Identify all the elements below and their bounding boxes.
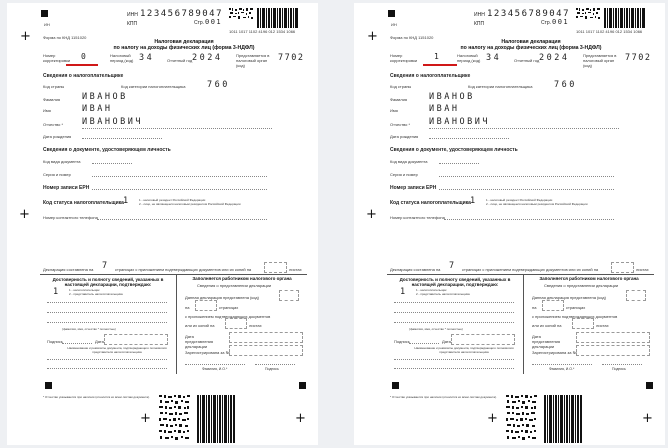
status-option-2: 2 - лицо, не являющееся налоговым резидентом Российской Федерации (139, 202, 241, 206)
pages-word: страницах (219, 305, 239, 310)
patronymic-label: Отчество * (390, 122, 411, 127)
birthdate-label: Дата рождения (390, 134, 419, 139)
doc-series-label: Серия и номер (43, 172, 71, 177)
year-value[interactable]: 2024 (539, 53, 570, 63)
authority-value[interactable]: 7702 (278, 53, 305, 63)
correction-value[interactable]: 1 (434, 52, 442, 61)
declaration-page-original: ИН ИНН 123456789047 КПП Стр. 001 1011 1017 1102 4196 012 1534 1066 + Форма по КНД 1151020 Налоговая декларация по налогу на доходы физических лиц (форма 3-НДФЛ) Номер корректировки 0 Налоговый период (код) 34 Отчетный год 2024 Представляется в налоговый орган (код) 7702 Сведения о налогоплательщике Код страны Код категории налогоплательщика 760 Фамилия ИВАНОВ Имя ИВАН Отчество * ИВАНОВИЧ Дата рождения Сведения о документе, удостоверяющем личность Код вида документа Серия и номер Номер записи ЕРН Код статуса налогоплательщика 1 1 - налоговый резидент Российской Федерации 2 - лицо, не являющееся налоговым резидентом Российской Федерации + Номер контактного телефона Декларация составлена на 7 страницах с приложением подтверждающих документов или их копий на листах Достоверность и полноту сведений, указанных в настоящей декларации, подтверждаю: 1 1 - налогоплательщик 2 - представитель налогоплательщика (фамилия, имя, отчество * полностью) Подпись Дата Наименование и реквизиты документа, подтверждающего полномочия представителя налогоплательщика Заполняется работником налогового органа Сведения о представлении декларации Данная декларация представлена (код) на страницах с приложением подтверждающих документов или их копий на листах Дата представления декларации Зарегистрирована за № Фамилия, И.О.* Подпись * Отчество указывается при наличии (относится ко всем листам документа). + + (7, 3, 318, 445)
authority-title: Заполняется работником налогового органа (192, 276, 292, 281)
with-docs-label: с приложением подтверждающих документов (532, 314, 618, 319)
form-code: Форма по КНД 1151020 (43, 35, 87, 40)
authority-title: Заполняется работником налогового органа (539, 276, 639, 281)
surname-value[interactable]: ИВАНОВ (429, 92, 475, 102)
form-code: Форма по КНД 1151020 (390, 35, 434, 40)
inn-value: 123456789047 (140, 9, 224, 19)
corner-marker (646, 382, 653, 389)
date-label: Дата (95, 339, 104, 344)
birthdate-label: Дата рождения (43, 134, 72, 139)
patronymic-value[interactable]: ИВАНОВИЧ (82, 117, 143, 127)
rep-doc-caption: Наименование и реквизиты документа, подтверждающего полномочия представителя налогоплательщика (67, 346, 167, 354)
taxpayer-section-title: Сведения о налогоплательщике (43, 73, 124, 79)
sheets-label: листах (289, 267, 302, 272)
corner-marker (45, 382, 52, 389)
confirm-option-2: 2 - представитель налогоплательщика (416, 292, 470, 296)
surname-label: Фамилия (43, 97, 60, 102)
reg-label: Зарегистрирована за № (532, 350, 577, 355)
authority-label: Представляется в налоговый орган (код) (583, 53, 617, 68)
inn-label: ИНН (474, 12, 485, 18)
year-label: Отчетный год (514, 58, 540, 63)
worker-sign-caption: Подпись (265, 367, 279, 371)
document-section-title: Сведения о документе, удостоверяющем личность (43, 147, 171, 153)
phone-label: Номер контактного телефона (43, 215, 98, 220)
confirm-title: Достоверность и полноту сведений, указанных в настоящей декларации, подтверждаю: (399, 277, 511, 287)
corner-marker (388, 10, 395, 17)
header-barcode (576, 8, 646, 34)
with-docs-label: с приложением подтверждающих документов (185, 314, 271, 319)
confirm-option-1: 1 - налогоплательщик (416, 288, 447, 292)
correction-highlight (66, 64, 98, 66)
pages-label-post: страницах с приложением подтверждающих документов или их копий на (462, 267, 599, 272)
page-label: Стр. (194, 20, 205, 26)
corner-marker (41, 10, 48, 17)
status-option-2: 2 - лицо, не являющееся налоговым резидентом Российской Федерации (486, 202, 588, 206)
pages-word: страницах (566, 305, 586, 310)
phone-label: Номер контактного телефона (390, 215, 445, 220)
crop-mark: + (19, 207, 30, 222)
crop-mark: + (295, 411, 306, 426)
footer-barcode (504, 393, 584, 445)
rep-doc-caption: Наименование и реквизиты документа, подтверждающего полномочия представителя налогоплательщика (414, 346, 514, 354)
doc-series-label: Серия и номер (390, 172, 418, 177)
svg-text:1011 1017 1102 4196 012 1534 1: 1011 1017 1102 4196 012 1534 1066 (576, 29, 643, 34)
taxpayer-section-title: Сведения о налогоплательщике (390, 73, 471, 79)
fio-caption: (фамилия, имя, отчество * полностью) (62, 327, 116, 331)
patronymic-label: Отчество * (43, 122, 64, 127)
period-label: Налоговый период (код) (110, 53, 134, 63)
page-label: Стр. (541, 20, 552, 26)
confirm-option-2: 2 - представитель налогоплательщика (69, 292, 123, 296)
surname-label: Фамилия (390, 97, 407, 102)
category-value[interactable]: 760 (554, 80, 577, 90)
signature-label: Подпись (394, 339, 410, 344)
name-value[interactable]: ИВАН (82, 104, 113, 114)
kpp-label: КПП (127, 21, 138, 27)
crop-mark: + (642, 411, 653, 426)
declaration-page-corrected: ИН ИНН 123456789047 КПП Стр. 001 1011 1017 1102 4196 012 1534 1066 + Форма по КНД 1151020 Налоговая декларация по налогу на доходы физических лиц (форма 3-НДФЛ) Номер корректировки 1 Налоговый период (код) 34 Отчетный год 2024 Представляется в налоговый орган (код) 7702 Сведения о налогоплательщике Код страны Код категории налогоплательщика 760 Фамилия ИВАНОВ Имя ИВАН Отчество * ИВАНОВИЧ Дата рождения Сведения о документе, удостоверяющем личность Код вида документа Серия и номер Номер записи ЕРН Код статуса налогоплательщика 1 1 - налоговый резидент Российской Федерации 2 - лицо, не являющееся налоговым резидентом Российской Федерации + Номер контактного телефона Декларация составлена на 7 страницах с приложением подтверждающих документов или их копий на листах Достоверность и полноту сведений, указанных в настоящей декларации, подтверждаю: 1 1 - налогоплательщик 2 - представитель налогоплательщика (фамилия, имя, отчество * полностью) Подпись Дата Наименование и реквизиты документа, подтверждающего полномочия представителя налогоплательщика Заполняется работником налогового органа Сведения о представлении декларации Данная декларация представлена (код) на страницах с приложением подтверждающих документов или их копий на листах Дата представления декларации Зарегистрирована за № Фамилия, И.О.* Подпись * Отчество указывается при наличии (относится ко всем листам документа). + + (354, 3, 665, 445)
crop-mark: + (20, 29, 31, 44)
correction-highlight (423, 64, 457, 66)
period-value[interactable]: 34 (486, 53, 502, 63)
name-label: Имя (43, 108, 51, 113)
status-value[interactable]: 1 (470, 196, 478, 206)
form-title: Налоговая декларация (154, 39, 214, 45)
country-label: Код страны (390, 84, 412, 89)
surname-value[interactable]: ИВАНОВ (82, 92, 128, 102)
category-label: Код категории налогоплательщика (468, 84, 533, 89)
doc-type-label: Код вида документа (43, 159, 81, 164)
status-label: Код статуса налогоплательщика (390, 200, 471, 206)
doc-type-label: Код вида документа (390, 159, 428, 164)
pages-label-pre: Декларация составлена на (390, 267, 441, 272)
fio-caption: (фамилия, имя, отчество * полностью) (409, 327, 463, 331)
on-label: на (185, 305, 190, 310)
document-section-title: Сведения о документе, удостоверяющем личность (390, 147, 518, 153)
period-label: Налоговый период (код) (457, 53, 481, 63)
reg-label: Зарегистрирована за № (185, 350, 230, 355)
crop-mark: + (487, 411, 498, 426)
patronymic-value[interactable]: ИВАНОВИЧ (429, 117, 490, 127)
status-option-1: 1 - налоговый резидент Российской Федерации (139, 198, 206, 202)
inn-label: ИНН (127, 12, 138, 18)
confirm-title: Достоверность и полноту сведений, указанных в настоящей декларации, подтверждаю: (52, 277, 164, 287)
or-copies-label: или их копий на (532, 323, 562, 328)
worker-caption: Фамилия, И.О.* (549, 367, 575, 371)
category-label: Код категории налогоплательщика (121, 84, 186, 89)
status-value[interactable]: 1 (123, 196, 131, 206)
correction-label: Номер корректировки (390, 53, 418, 63)
page-value: 001 (205, 18, 223, 26)
pages-label-post: страницах с приложением подтверждающих документов или их копий на (115, 267, 252, 272)
correction-value[interactable]: 0 (81, 52, 89, 61)
header-barcode (229, 8, 299, 34)
form-subtitle: по налогу на доходы физических лиц (форма 3-НДФЛ) (113, 45, 255, 51)
inn-value: 123456789047 (487, 9, 571, 19)
corner-marker (299, 382, 306, 389)
crop-mark: + (140, 411, 151, 426)
status-option-1: 1 - налоговый резидент Российской Федерации (486, 198, 553, 202)
crop-mark: + (366, 207, 377, 222)
date-label: Дата (442, 339, 451, 344)
submit-code-label: Данная декларация представлена (код) (532, 295, 606, 300)
category-value[interactable]: 760 (207, 80, 230, 90)
page-value: 001 (552, 18, 570, 26)
authority-subtitle: Сведения о представлении декларации (197, 283, 272, 288)
submit-date-label: Дата представления декларации (185, 334, 214, 349)
worker-caption: Фамилия, И.О.* (202, 367, 228, 371)
or-copies-label: или их копий на (185, 323, 215, 328)
svg-text:1011 1017 1102 4196 012 1534 1: 1011 1017 1102 4196 012 1534 1066 (229, 29, 296, 34)
on-label: на (532, 305, 537, 310)
erng-label: Номер записи ЕРН (390, 185, 437, 191)
submit-code-label: Данная декларация представлена (код) (185, 295, 259, 300)
period-value[interactable]: 34 (139, 53, 155, 63)
name-value[interactable]: ИВАН (429, 104, 460, 114)
crop-mark: + (367, 29, 378, 44)
year-value[interactable]: 2024 (192, 53, 223, 63)
submit-date-label: Дата представления декларации (532, 334, 561, 349)
correction-label: Номер корректировки (43, 53, 71, 63)
authority-value[interactable]: 7702 (625, 53, 652, 63)
authority-label: Представляется в налоговый орган (код) (236, 53, 270, 68)
erng-label: Номер записи ЕРН (43, 185, 90, 191)
corner-marker (392, 382, 399, 389)
signature-label: Подпись (47, 339, 63, 344)
footnote: * Отчество указывается при наличии (относится ко всем листам документа). (43, 395, 150, 399)
pages-value[interactable]: 7 (102, 261, 110, 271)
pages-label-pre: Декларация составлена на (43, 267, 94, 272)
sheets-label: листах (636, 267, 649, 272)
pages-value[interactable]: 7 (449, 261, 457, 271)
confirm-value[interactable]: 1 (400, 287, 408, 297)
confirm-value[interactable]: 1 (53, 287, 61, 297)
sheets-word: листах (596, 323, 609, 328)
confirm-option-1: 1 - налогоплательщик (69, 288, 100, 292)
status-label: Код статуса налогоплательщика (43, 200, 124, 206)
authority-subtitle: Сведения о представлении декларации (544, 283, 619, 288)
form-title: Налоговая декларация (501, 39, 561, 45)
country-label: Код страны (43, 84, 65, 89)
name-label: Имя (390, 108, 398, 113)
sheets-word: листах (249, 323, 262, 328)
worker-sign-caption: Подпись (612, 367, 626, 371)
footer-barcode (157, 393, 237, 445)
form-subtitle: по налогу на доходы физических лиц (форма 3-НДФЛ) (460, 45, 602, 51)
footnote: * Отчество указывается при наличии (относится ко всем листам документа). (390, 395, 497, 399)
year-label: Отчетный год (167, 58, 193, 63)
kpp-label: КПП (474, 21, 485, 27)
